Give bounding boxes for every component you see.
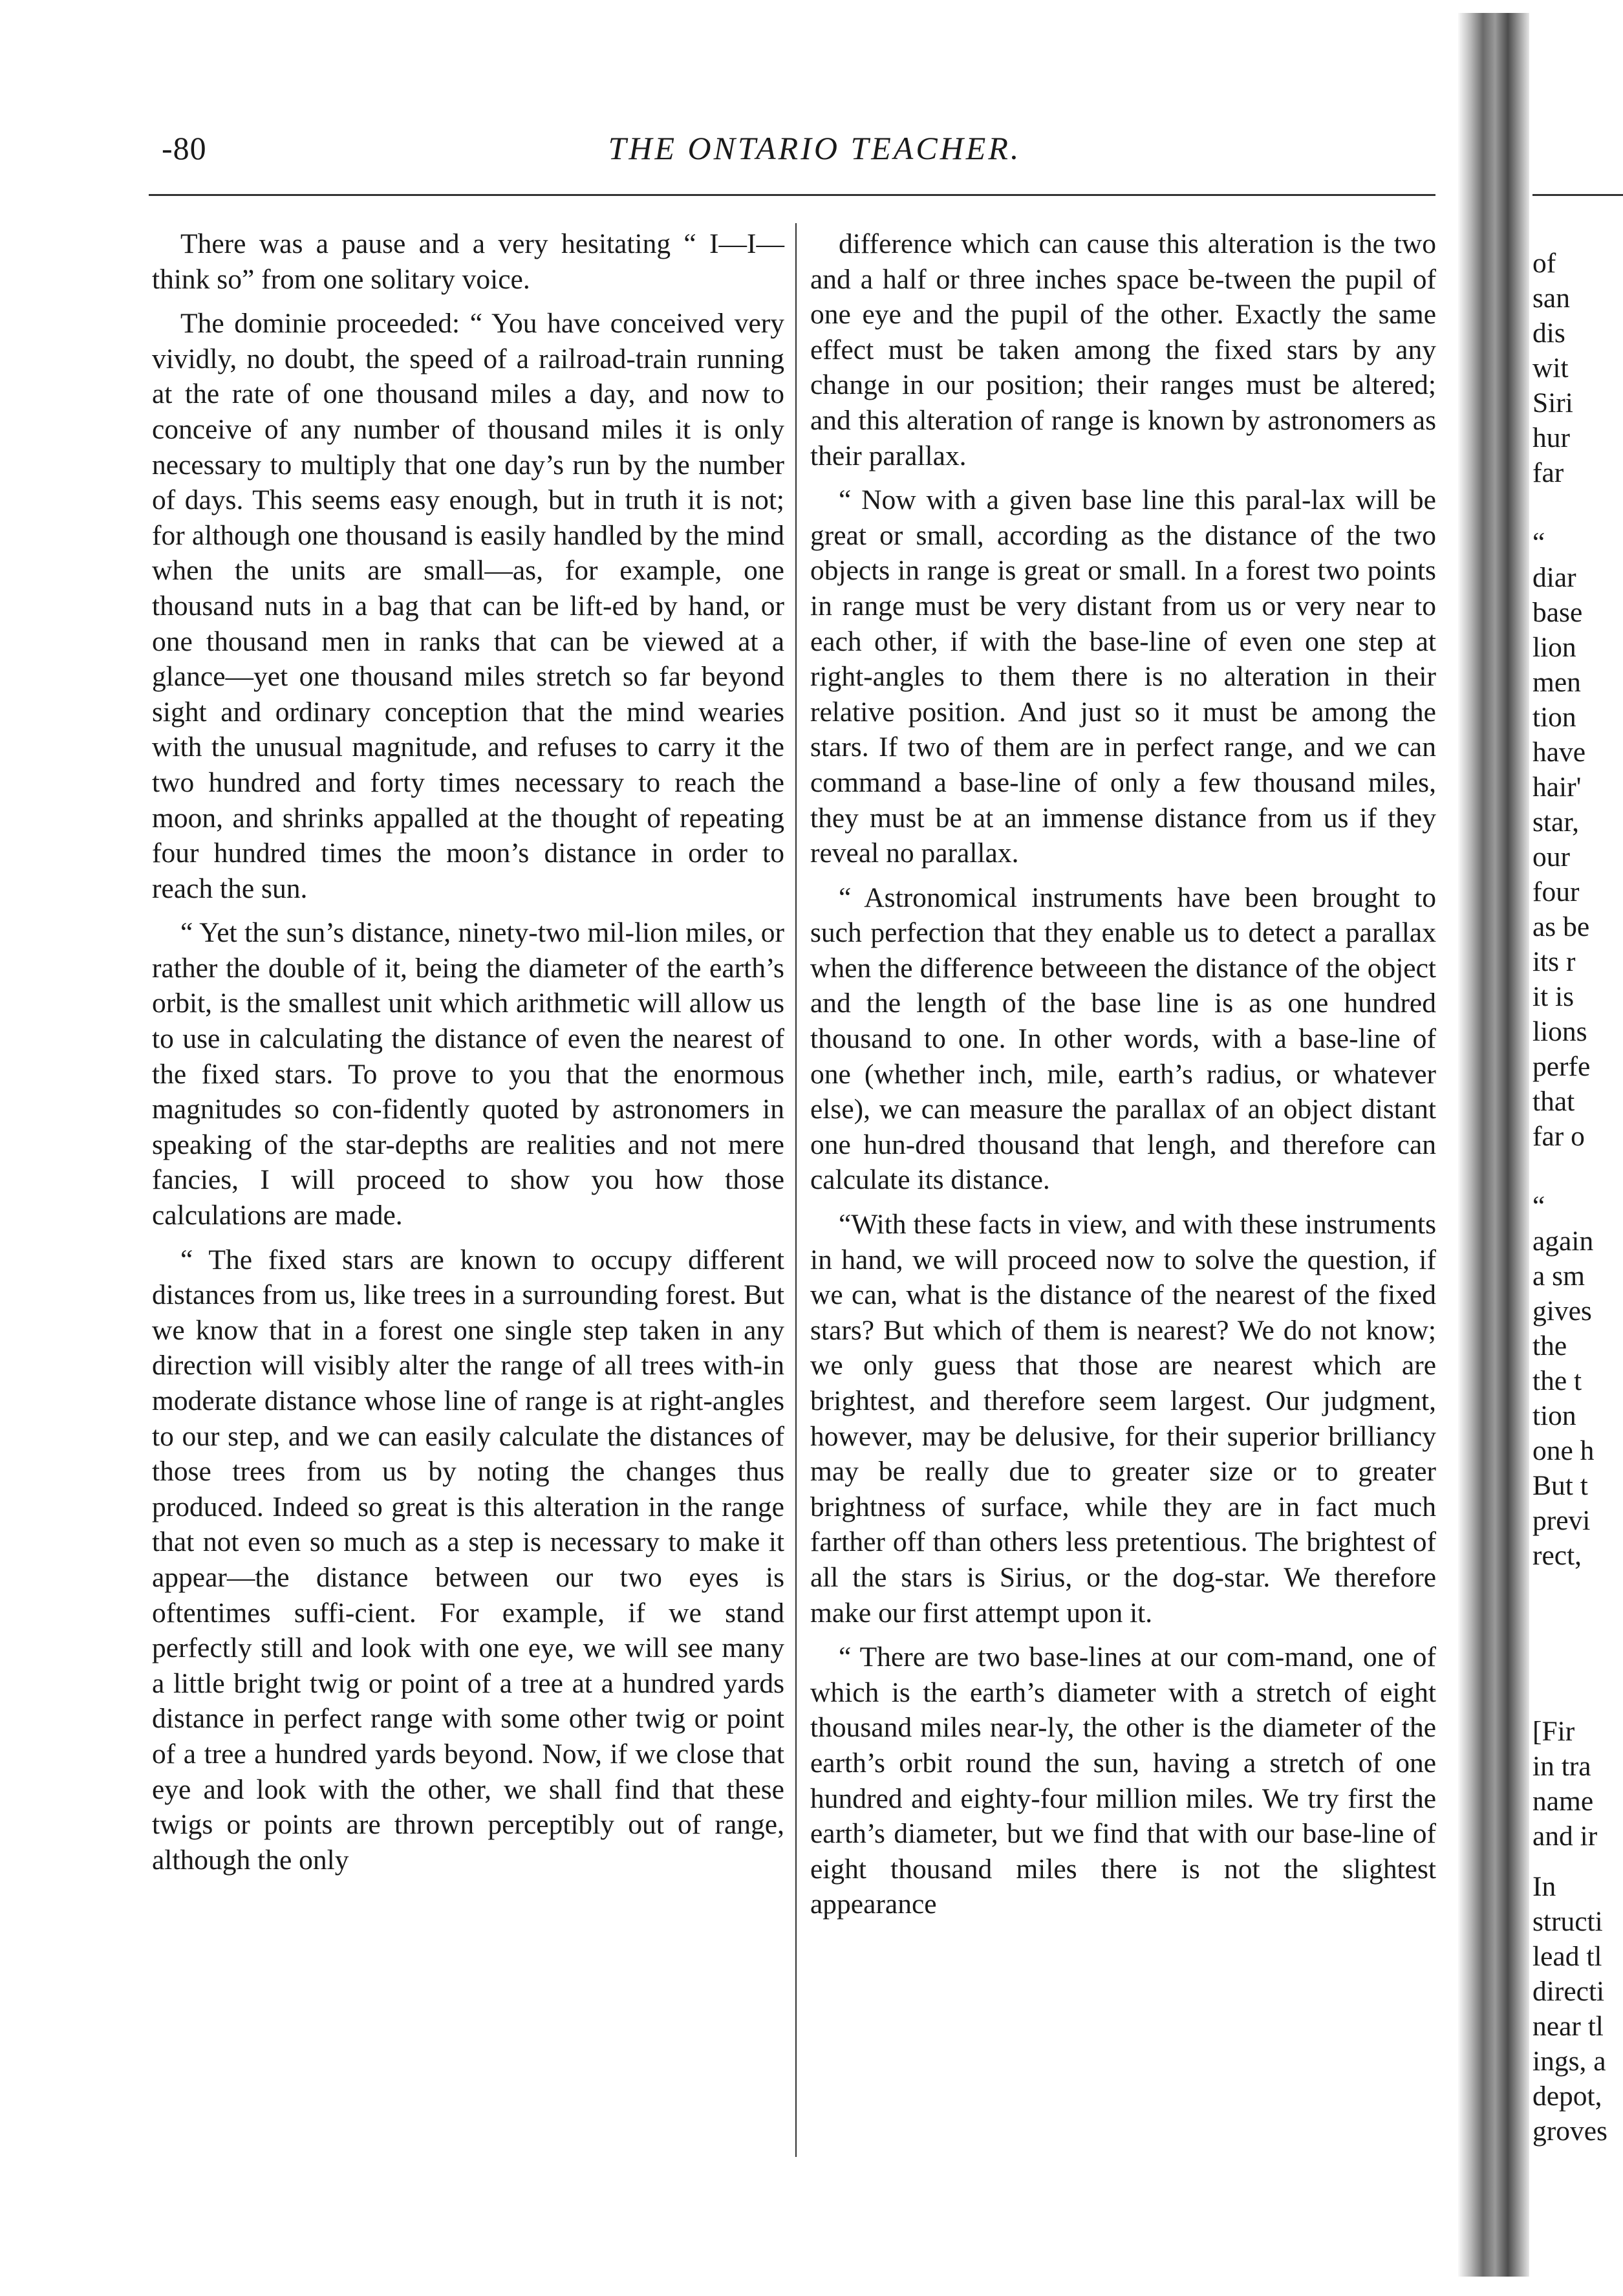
running-title: THE ONTARIO TEACHER. <box>608 130 1022 166</box>
next-page-line: one h <box>1532 1435 1595 1466</box>
paragraph: “ Astronomical instruments have been brought to such perfection that they enable us to detect a parallax when the difference betweeen the distance of the object and the length of the base line is as one hundred thousand to one. In other words, with a base-line of one (whether inch, mile, earth’s radius, or whatever else), we can measure the parallax of an object distant one hun-dred thousand that lengh, and therefore can calculate its distance. <box>810 882 1436 1196</box>
next-page-line: structi <box>1532 1906 1603 1937</box>
next-page-line: tion <box>1532 1400 1576 1431</box>
paragraph: There was a pause and a very hesitating “ I—I—think so” from one solitary voice. <box>152 228 784 295</box>
next-page-line: it is <box>1532 981 1575 1012</box>
next-page-line: “ <box>1532 527 1545 558</box>
next-page-line: hur <box>1532 422 1570 453</box>
left-column <box>152 226 784 1887</box>
paragraph: “With these facts in view, and with these instruments in hand, we will proceed now to solve the question, if we can, what is the distance of the nearest of the fixed stars? But which of them is nearest? We do not know; we only guess that those are nearest which are brightest, and therefore seem largest. Our judgment, however, may be delusive, for their superior brilliancy may be really due to greater size or to greater brightness of surface, while they are in fact much farther off than others less pretentious. The brightest of all the stars is Sirius, or the dog-star. We therefore make our first attempt upon it. <box>810 1209 1436 1629</box>
next-page-line: the <box>1532 1330 1567 1361</box>
header-rule <box>149 194 1435 196</box>
next-page-line: base <box>1532 597 1583 628</box>
paragraph: “ There are two base-lines at our com-mand, one of which is the earth’s diameter with a stretch of eight thousand miles near-ly, the other is the diameter of the earth’s orbit round the sun, having a stretch of one hundred and eighty-four million miles. We try first the earth’s diameter, but we find that with our base-line of eight thousand miles there is not the slightest appearance <box>810 1641 1436 1920</box>
next-page-line: name <box>1532 1786 1594 1817</box>
next-page-line: a sm <box>1532 1261 1585 1292</box>
book-spine-gutter <box>1458 13 1529 2277</box>
next-page-line: In <box>1532 1871 1556 1902</box>
next-page-line: diar <box>1532 562 1576 593</box>
next-page-line: ings, a <box>1532 2046 1606 2077</box>
next-page-line: men <box>1532 667 1581 698</box>
next-page-line: far o <box>1532 1121 1585 1152</box>
next-page-line: lion <box>1532 632 1576 663</box>
next-page-line: rect, <box>1532 1540 1582 1571</box>
next-page-line: groves <box>1532 2116 1607 2147</box>
middle-column <box>810 226 1436 1931</box>
next-page-line: “ <box>1532 1191 1545 1222</box>
next-page-line: hair' <box>1532 772 1582 803</box>
next-page-line: lead tl <box>1532 1941 1602 1972</box>
next-page-line: the t <box>1532 1365 1582 1396</box>
next-page-line: But t <box>1532 1470 1588 1501</box>
next-page-line: have <box>1532 737 1586 768</box>
next-page-line: lions <box>1532 1016 1587 1047</box>
next-page-line: again <box>1532 1226 1594 1257</box>
next-page-line: gives <box>1532 1295 1592 1327</box>
next-page-line: as be <box>1532 911 1590 942</box>
next-page-line: tion <box>1532 702 1576 733</box>
paragraph: “ The fixed stars are known to occupy different distances from us, like trees in a surrounding forest. But we know that in a forest one single step taken in any direction will visibly alter the range of all trees with-in moderate distance whose line of range is at right-angles to our step, and we can easily calculate the distances of those trees from us by noting the changes thus produced. Indeed so great is this alteration in the range that not even so much as a step is necessary to make it appear—the distance between our two eyes is oftentimes suffi-cient. For example, if we stand perfectly still and look with one eye, we will see many a little bright twig or point of a tree at a hundred yards distance in perfect range with some other twig or point of a tree a hundred yards beyond. Now, if we close that eye and look with the other, we shall find that these twigs or points are thrown perceptibly out of range, although the only <box>152 1244 784 1876</box>
paragraph: The dominie proceeded: “ You have conceived very vividly, no doubt, the speed of a railroad-train running at the rate of one thousand miles a day, and now to conceive of any number of thousand miles it is only necessary to multiply that one day’s run by the number of days. This seems easy enough, but in truth it is not; for although one thousand is easily handled by the mind when the units are small—as, for example, one thousand nuts in a bag that can be lift-ed by hand, or one thousand men in ranks that can be viewed at a glance—yet one thousand miles stretch so far beyond sight and ordinary conception that the mind wearies with the unusual magnitude, and refuses to carry it the two hundred and forty times necessary to reach the moon, and shrinks appalled at the thought of repeating four hundred times the moon’s distance in order to reach the sun. <box>152 308 784 904</box>
next-page-line: our <box>1532 841 1570 872</box>
paragraph: difference which can cause this alteration is the two and a half or three inches space be-tween the pupil of one eye and the pupil of the other. Exactly the same effect must be taken among the fixed stars by any change in our position; their ranges must be altered; and this alteration of range is known by astronomers as their parallax. <box>810 228 1436 471</box>
next-page-line: near tl <box>1532 2011 1604 2042</box>
next-page-fragments <box>1532 0 1623 2296</box>
paragraph: “ Yet the sun’s distance, ninety-two mil-lion miles, or rather the double of it, being the diameter of the earth’s orbit, is the smallest unit which arithmetic will allow us to use in calculating the distance of even the nearest of the fixed stars. To prove to you that the enormous magnitudes so con-fidently quoted by astronomers in speaking of the star-depths are realities and not mere fancies, I will proceed to show you how those calculations are made. <box>152 917 784 1231</box>
next-page-line: previ <box>1532 1505 1591 1536</box>
next-page-line: star, <box>1532 807 1579 838</box>
column-divider <box>795 223 797 2157</box>
next-page-line: dis <box>1532 318 1565 349</box>
next-page-line: four <box>1532 876 1580 907</box>
page-number: -80 <box>162 130 207 166</box>
next-page-line: san <box>1532 283 1570 314</box>
next-page-line: its r <box>1532 946 1576 977</box>
next-page-line: of <box>1532 248 1556 279</box>
next-page-line: that <box>1532 1086 1575 1117</box>
next-page-line: [Fir <box>1532 1716 1575 1747</box>
next-page-line: directi <box>1532 1976 1605 2007</box>
next-page-line: and ir <box>1532 1821 1598 1852</box>
next-page-line: in tra <box>1532 1751 1591 1782</box>
next-page-line: Siri <box>1532 387 1573 418</box>
next-page-line: perfe <box>1532 1051 1591 1082</box>
paragraph: “ Now with a given base line this paral-lax will be great or small, according as the distance of the two objects in range is great or small. In a forest two points in range must be very distant from us or very near to each other, if with the base-line of even one step at right-angles to them there is no alteration in their relative position. And just so it must be among the stars. If two of them are in perfect range, and we can command a base-line of only a few thousand miles, they must be at an immense distance from us if they reveal no parallax. <box>810 484 1436 869</box>
next-page-line: far <box>1532 457 1564 488</box>
next-page-line: depot, <box>1532 2081 1602 2112</box>
next-page-line: wit <box>1532 352 1569 384</box>
